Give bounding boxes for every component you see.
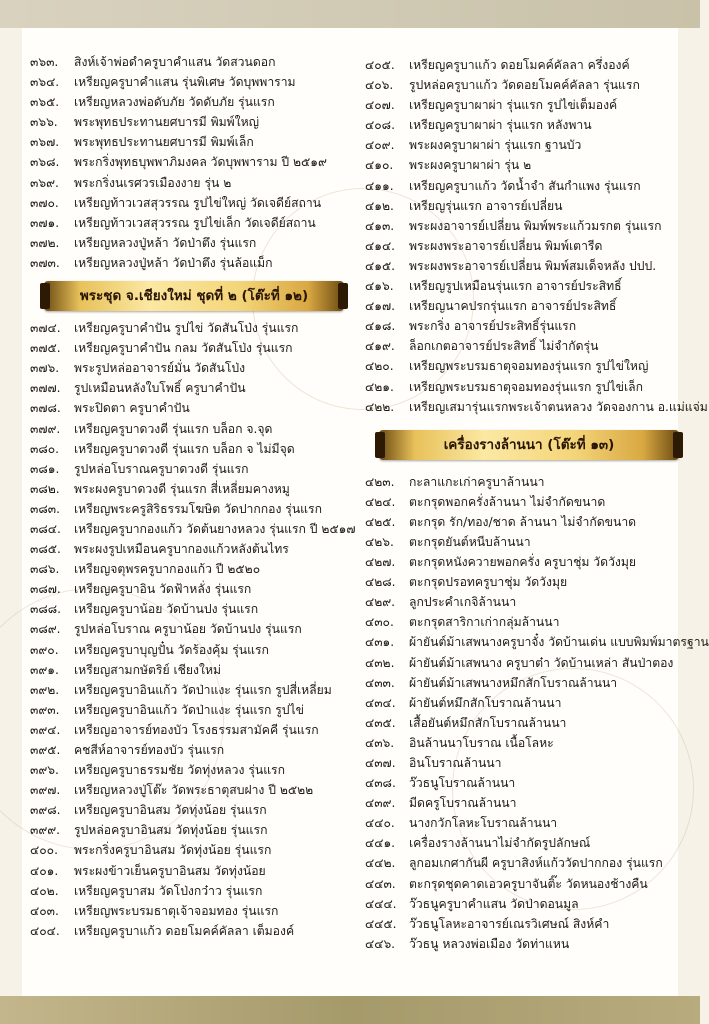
item-text: ผ้ายันต์หมึกสักโบราณล้านนา [409, 695, 562, 710]
list-item [30, 318, 355, 338]
item-number: ๔๐๑. [30, 863, 59, 878]
item-text: เหรียญครูบาคำปัน รูปไข่ วัดสันโป่ง รุ่นแรก [74, 321, 299, 336]
item-text: พระผงอาจารย์เปลี่ยน พิมพ์พระแก้วมรกต รุ่นแรก [409, 218, 662, 233]
item-number: ๔๐๖. [365, 78, 394, 93]
item-text: เหรียญรูปเหมือนรุ่นแรก อาจารย์ประสิทธิ์ [409, 279, 622, 294]
top-border-band [0, 0, 700, 28]
item-number: ๓๖๗. [30, 135, 60, 150]
list-item [30, 419, 355, 439]
item-number: ๔๑๕. [365, 258, 396, 273]
item-number: ๔๔๐. [365, 816, 395, 831]
item-number: ๔๒๕. [365, 514, 396, 529]
list-item [30, 680, 355, 700]
item-text: ตะกรุดหนังควายพอกครั่ง ครูบาชุ่ม วัดวังมุย [409, 555, 637, 570]
item-text: พระพุทธประทานยศบารมี พิมพ์เล็ก [74, 135, 254, 150]
item-number: ๓๘๗. [30, 582, 61, 597]
item-text: เหรียญครูบาคำปัน กลม วัดสันโป่ง รุ่นแรก [74, 341, 293, 356]
left-column-list [30, 52, 355, 941]
list-item [30, 840, 355, 860]
item-number: ๔๐๒. [30, 883, 59, 898]
item-text: เหรียญครูบาแก้ว ดอยโมคค์คัลลา เต็มองค์ [74, 923, 295, 938]
item-number: ๔๐๘. [365, 118, 395, 133]
banner-end-cap [338, 283, 348, 309]
list-item [30, 619, 355, 639]
bottom-border-band [0, 996, 700, 1024]
item-number: ๓๗๒. [30, 235, 60, 250]
section-banner-table-13 [379, 430, 679, 460]
item-text: เหรียญเสมารุ่นแรกพระเจ้าตนหลวง วัดจองกาน อ.แม่แจ่ม [409, 399, 708, 414]
item-text: เหรียญสามกษัตริย์ เชียงใหม่ [74, 662, 222, 677]
item-text: ผ้ายันต์ม้าเสพนางครูบาจั๋ง วัดบ้านเด่น แบบพิมพ์มาตรฐาน [409, 635, 709, 650]
item-text: พระกริ่งพุทธบุพพาภิมงคล วัดบุพพาราม ปี ๒๕๑๙ [74, 155, 327, 170]
list-item [365, 336, 677, 356]
item-text: เหรียญจตุพรครูบากองแก้ว ปี ๒๕๒๐ [74, 562, 261, 577]
item-number: ๓๙๐. [30, 642, 59, 657]
list-item [30, 173, 355, 193]
item-text: เหรียญอาจารย์ทองบัว โรงธรรมสามัคคี รุ่นแรก [74, 722, 319, 737]
list-item [365, 773, 677, 793]
item-number: ๔๑๓. [365, 218, 395, 233]
item-number: ๔๒๒. [365, 399, 395, 414]
list-item [30, 358, 355, 378]
list-item [30, 338, 355, 358]
list-item [30, 233, 355, 253]
list-item [30, 519, 355, 539]
item-number: ๔๐๐. [30, 843, 58, 858]
list-item [30, 193, 355, 213]
item-text: เหรียญครูบาคำแสน รุ่นพิเศษ วัดบุพพาราม [74, 75, 296, 90]
list-item [30, 901, 355, 921]
list-item [30, 499, 355, 519]
item-text: เหรียญหลวงปู่หล้า วัดป่าตึง รุ่นล้อแม็ก [74, 255, 273, 270]
item-number: ๔๔๔. [365, 896, 397, 911]
item-number: ๔๔๖. [365, 936, 396, 951]
list-item [30, 881, 355, 901]
item-text: พระกริ่งนเรศวรเมืองงาย รุ่น ๒ [74, 175, 232, 190]
item-number: ๔๓๓. [365, 675, 395, 690]
banner-end-cap [673, 432, 683, 458]
item-number: ๓๗๕. [30, 341, 61, 356]
list-item [365, 236, 677, 256]
list-item [365, 914, 677, 934]
item-number: ๔๐๗. [365, 98, 395, 113]
list-item [365, 176, 677, 196]
item-text: เหรียญครูบาดวงดี รุ่นแรก บล็อก จ.จุด [74, 421, 273, 436]
list-item [30, 479, 355, 499]
item-number: ๔๑๒. [365, 198, 394, 213]
list-item [30, 439, 355, 459]
item-text: ผ้ายันต์ม้าเสพนางหมึกสักโบราณล้านนา [409, 675, 618, 690]
item-number: ๔๓๘. [365, 776, 396, 791]
list-item [365, 793, 677, 813]
item-text: พระผงครูบาผาผ่า รุ่น ๒ [409, 158, 532, 173]
item-number: ๓๘๖. [30, 562, 60, 577]
section-title: พระชุด จ.เชียงใหม่ ชุดที่ ๒ (โต๊ะที่ ๑๒) [79, 288, 309, 305]
list-item [30, 599, 355, 619]
item-text: เหรียญพระบรมธาตุจอมทองรุ่นแรก รูปไข่เล็ก [409, 379, 643, 394]
item-text: เหรียญครูบาดวงดี รุ่นแรก บล็อก จ ไม่มีจุด [74, 441, 295, 456]
item-number: ๔๐๓. [30, 903, 59, 918]
list-item [30, 579, 355, 599]
list-item [365, 296, 677, 316]
list-item [30, 72, 355, 92]
item-number: ๓๗๘. [30, 401, 61, 416]
list-item [30, 760, 355, 780]
item-text: เหรียญพระบรมธาตุจอมทองรุ่นแรก รูปไข่ใหญ่ [409, 359, 649, 374]
item-text: ว๊วธนู หลวงพ่อเมือง วัดท่าแหน [409, 936, 570, 951]
item-number: ๔๓๖. [365, 735, 395, 750]
list-item [30, 253, 355, 273]
item-number: ๓๘๕. [30, 542, 61, 557]
item-number: ๓๙๑. [30, 662, 59, 677]
item-text: รูปหล่อโบราณครูบาดวงดี รุ่นแรก [74, 461, 249, 476]
item-number: ๓๗๔. [30, 321, 61, 336]
list-item [30, 398, 355, 418]
item-text: เหรียญครูบาอินสม วัดทุ่งน้อย รุ่นแรก [74, 803, 267, 818]
item-number: ๓๙๖. [30, 763, 59, 778]
item-text: ว๊วธนูโบราณล้านนา [409, 776, 516, 791]
item-text: เหรียญครูบากองแก้ว วัดต้นยางหลวง รุ่นแรก ปี ๒๕๑๗ [74, 521, 356, 536]
item-number: ๔๔๕. [365, 916, 397, 931]
list-item [30, 559, 355, 579]
item-number: ๔๓๔. [365, 695, 396, 710]
item-number: ๓๗๐. [30, 195, 59, 210]
item-number: ๔๒๓. [365, 474, 395, 489]
item-number: ๓๗๙. [30, 421, 61, 436]
item-text: อินล้านนาโบราณ เนื้อโลหะ [409, 735, 554, 750]
list-item [365, 276, 677, 296]
list-item [365, 874, 677, 894]
catalog-page [22, 28, 709, 996]
list-item [365, 813, 677, 833]
item-number: ๔๒๙. [365, 595, 396, 610]
item-text: เหรียญครูบาน้อย วัดบ้านปง รุ่นแรก [74, 602, 259, 617]
item-number: ๓๙๘. [30, 803, 61, 818]
list-item [365, 532, 677, 552]
item-number: ๔๑๙. [365, 339, 395, 354]
list-item [30, 378, 355, 398]
list-item [365, 397, 708, 417]
list-item [365, 196, 677, 216]
list-item [365, 934, 677, 954]
item-number: ๓๙๕. [30, 743, 61, 757]
list-item [365, 216, 677, 236]
item-number: ๓๗๓. [30, 255, 60, 270]
list-item [30, 213, 355, 233]
item-text: เหรียญครูบาผาผ่า รุ่นแรก รูปไข่เต็มองค์ [409, 98, 618, 113]
list-item [365, 733, 677, 753]
item-text: ตะกรุดปรอทครูบาชุ่ม วัดวังมุย [409, 575, 568, 590]
item-text: กะลาแกะเก่าครูบาล้านนา [409, 474, 545, 489]
section-banner-table-12 [44, 281, 344, 311]
item-text: เหรียญพระครูสิริธรรมโฆษิต วัดปากกอง รุ่นแรก [74, 501, 322, 516]
item-text: เครื่องรางล้านนาไม่จำกัดรูปลักษณ์ [409, 836, 591, 851]
list-item [365, 894, 677, 914]
item-number: ๔๒๐. [365, 359, 394, 374]
item-text: เหรียญครูบาแก้ว ดอยโมคค์คัลลา ครึ่งองค์ [409, 58, 630, 72]
item-text: ว๊วธนูครูบาคำแสน วัดป่าดอนมูล [409, 896, 579, 911]
list-item [365, 632, 709, 652]
list-item [30, 459, 355, 479]
list-item [30, 861, 355, 881]
list-item [365, 256, 677, 276]
list-item [30, 52, 355, 72]
list-item [365, 572, 677, 592]
item-number: ๔๓๕. [365, 715, 396, 730]
list-item [365, 753, 677, 773]
item-number: ๓๘๒. [30, 481, 60, 496]
item-text: ตะกรุดพอกครั่งล้านนา ไม่จำกัดขนาด [409, 494, 606, 509]
list-item [365, 316, 677, 336]
item-number: ๔๐๙. [365, 138, 395, 153]
item-number: ๔๒๖. [365, 534, 394, 549]
item-number: ๓๗๖. [30, 361, 60, 376]
item-number: ๔๑๗. [365, 299, 395, 314]
list-item [365, 693, 677, 713]
item-number: ๓๘๘. [30, 602, 62, 617]
item-text: รูปเหมือนหลังใบโพธิ์ ครูบาคำปัน [74, 381, 246, 396]
item-text: พระรูปหล่ออาจารย์มั่น วัดสันโป่ง [74, 361, 246, 376]
item-number: ๔๒๗. [365, 555, 396, 570]
item-text: เหรียญรุ่นแรก อาจารย์เปลี่ยน [409, 198, 563, 213]
right-column-list [365, 55, 709, 954]
item-text: เหรียญครูบาธรรมชัย วัดทุ่งหลวง รุ่นแรก [74, 763, 285, 778]
item-text: พระปิดตา ครูบาคำปัน [74, 401, 190, 416]
item-number: ๔๒๘. [365, 575, 396, 590]
item-text: พระผงครูบาผาผ่า รุ่นแรก ฐานบัว [409, 138, 582, 153]
item-number: ๓๘๙. [30, 622, 61, 637]
item-text: พระกริ่ง อาจารย์ประสิทธิ์รุ่นแรก [409, 319, 577, 334]
list-item [30, 132, 355, 152]
list-item [30, 820, 355, 840]
item-number: ๔๓๐. [365, 615, 394, 630]
item-number: ๔๓๙. [365, 796, 396, 811]
list-item [30, 152, 355, 172]
list-item [365, 55, 677, 75]
item-number: ๔๓๑. [365, 635, 395, 650]
list-item [30, 800, 355, 820]
item-text: พระผงรูปเหมือนครูบากองแก้วหลังต้นไทร [74, 542, 289, 557]
list-item [30, 539, 355, 559]
item-text: เหรียญท้าวเวสสุวรรณ รูปไข่ใหญ่ วัดเจดีย์สถาน [74, 195, 322, 210]
list-item [30, 921, 355, 941]
item-number: ๓๘๐. [30, 441, 60, 456]
item-number: ๔๒๑. [365, 379, 394, 394]
item-number: ๓๖๘. [30, 155, 60, 170]
item-text: ล็อกเกตอาจารย์ประสิทธิ์ ไม่จำกัดรุ่น [409, 339, 599, 354]
item-number: ๓๖๖. [30, 115, 58, 130]
item-number: ๔๑๑. [365, 178, 394, 193]
item-text: มีดครูโบราณล้านนา [409, 796, 517, 811]
item-text: ตะกรุดสาริกาเก่ากลุ่มล้านนา [409, 615, 560, 630]
list-item [365, 95, 677, 115]
item-number: ๔๑๖. [365, 279, 394, 294]
item-number: ๔๑๔. [365, 238, 396, 253]
list-item [30, 640, 355, 660]
item-text: เหรียญครูบาอิน วัดฟ้าหลั่ง รุ่นแรก [74, 582, 252, 597]
item-text: รูปหล่อครูบาอินสม วัดทุ่งน้อย รุ่นแรก [74, 823, 268, 838]
list-item [30, 700, 355, 720]
list-item [365, 356, 677, 376]
list-item [365, 612, 677, 632]
list-item [365, 673, 677, 693]
item-text: รูปหล่อโบราณ ครูบาน้อย วัดบ้านปง รุ่นแรก [74, 622, 302, 637]
item-number: ๓๖๕. [30, 95, 60, 110]
item-text: รูปหล่อครูบาแก้ว วัดดอยโมคค์คัลลา รุ่นแรก [409, 78, 640, 93]
item-number: ๔๐๕. [365, 58, 395, 72]
item-text: พระผงข้าวเย็นครูบาอินสม วัดทุ่งน้อย [74, 863, 266, 878]
list-item [365, 155, 677, 175]
list-item [30, 660, 355, 680]
list-item [365, 472, 677, 492]
item-text: พระผงครูบาดวงดี รุ่นแรก สี่เหลี่ยมคางหมู [74, 481, 290, 496]
item-text: เหรียญครูบาอินแก้ว วัดป่าแงะ รุ่นแรก รูปสี่เหลี่ยม [74, 682, 332, 697]
item-number: ๓๙๔. [30, 722, 61, 737]
item-number: ๓๙๒. [30, 682, 60, 697]
item-text: เสื้อยันต์หมึกสักโบราณล้านนา [409, 715, 567, 730]
item-text: เหรียญพระบรมธาตุเจ้าจอมทอง รุ่นแรก [74, 903, 279, 918]
banner-end-cap [375, 432, 385, 458]
item-number: ๓๗๑. [30, 215, 60, 230]
item-text: อินโบราณล้านนา [409, 756, 502, 770]
list-item [365, 135, 677, 155]
item-number: ๓๙๓. [30, 702, 60, 717]
item-text: เหรียญครูบาผาผ่า รุ่นแรก หลังพาน [409, 118, 592, 133]
item-text: ว๊วธนูโลหะอาจารย์เณรวิเศษณ์ สิงห์คำ [409, 916, 610, 931]
item-text: เหรียญครูบาสม วัดโป่งกว๋าว รุ่นแรก [74, 883, 263, 898]
item-text: พระผงพระอาจารย์เปลี่ยน พิมพ์เตารีด [409, 238, 603, 253]
list-item [30, 112, 355, 132]
item-number: ๔๑๘. [365, 319, 396, 334]
item-text: เหรียญครูบาแก้ว วัดน้ำจำ สันกำแพง รุ่นแรก [409, 178, 641, 193]
item-text: คชสีห์อาจารย์ทองบัว รุ่นแรก [74, 743, 225, 757]
item-text: เหรียญหลวงปู่โต๊ะ วัดพระธาตุสบฝาง ปี ๒๕๒๒ [74, 783, 314, 798]
list-item [365, 115, 677, 135]
item-number: ๔๓๒. [365, 655, 395, 670]
item-number: ๓๙๙. [30, 823, 61, 838]
list-item [365, 592, 677, 612]
item-text: พระกริ่งครูบาอินสม วัดทุ่งน้อย รุ่นแรก [74, 843, 272, 858]
item-number: ๓๘๓. [30, 501, 60, 516]
item-number: ๔๓๗. [365, 756, 396, 770]
item-text: ผ้ายันต์ม้าเสพนาง ครูบาต๋า วัดบ้านเหล่า สันป่าตอง [409, 655, 674, 670]
banner-end-cap [40, 283, 50, 309]
item-text: พระพุทธประทานยศบารมี พิมพ์ใหญ่ [74, 115, 260, 130]
item-number: ๔๔๓. [365, 876, 396, 891]
item-number: ๓๗๗. [30, 381, 61, 396]
item-text: เหรียญหลวงปู่หล้า วัดป่าตึง รุ่นแรก [74, 235, 257, 250]
item-number: ๓๖๙. [30, 175, 59, 190]
list-item [365, 833, 677, 853]
item-number: ๔๔๑. [365, 836, 396, 851]
list-item [365, 853, 677, 873]
item-text: ลูกอมเกศากันผี ครูบาสิงห์แก้ววัดปากกอง รุ่นแรก [409, 856, 663, 871]
item-number: ๔๒๔. [365, 494, 396, 509]
item-text: ลูกประคำเกจิล้านนา [409, 595, 517, 610]
item-text: ตะกรุด รัก/ทอง/ชาด ล้านนา ไม่จำกัดขนาด [409, 514, 637, 529]
item-text: เหรียญครูบาอินแก้ว วัดป่าแงะ รุ่นแรก รูปไข่ [74, 702, 304, 717]
item-number: ๔๑๐. [365, 158, 394, 173]
list-item [365, 377, 677, 397]
item-text: พระผงพระอาจารย์เปลี่ยน พิมพ์สมเด็จหลัง ปปป. [409, 258, 657, 273]
list-item [365, 653, 677, 673]
list-item [30, 92, 355, 112]
item-number: ๓๖๔. [30, 75, 60, 90]
item-number: ๓๘๔. [30, 521, 61, 536]
item-text: นางกวักโลหะโบราณล้านนา [409, 816, 558, 831]
item-number: ๓๘๑. [30, 461, 60, 476]
item-number: ๔๔๒. [365, 856, 396, 871]
list-item [30, 780, 355, 800]
list-item [365, 75, 677, 95]
list-item [365, 713, 677, 733]
item-text: สิงห์เจ้าพ่อดำครูบาคำแสน วัดสวนดอก [74, 55, 276, 69]
list-item [365, 552, 677, 572]
list-item [30, 720, 355, 740]
item-text: ตะกรุดยันต์หนีบล้านนา [409, 534, 531, 549]
item-text: เหรียญนาคปรกรุ่นแรก อาจารย์ประสิทธิ์ [409, 299, 617, 314]
item-number: ๓๖๓. [30, 55, 59, 69]
list-item [30, 740, 355, 760]
item-text: เหรียญท้าวเวสสุวรรณ รูปไข่เล็ก วัดเจดีย์สถาน [74, 215, 316, 230]
section-title: เครื่องรางล้านนา (โต๊ะที่ ๑๓) [443, 436, 615, 453]
item-number: ๓๙๗. [30, 783, 61, 798]
list-item [365, 492, 677, 512]
item-text: เหรียญหลวงพ่อดับภัย วัดดับภัย รุ่นแรก [74, 95, 275, 110]
item-number: ๔๐๔. [30, 923, 60, 938]
item-text: เหรียญครูบาบุญปั๋น วัดร้องคุ้ม รุ่นแรก [74, 642, 269, 657]
item-text: ตะกรุดชุดคาดเอวครูบาจันติ๊ะ วัดหนองช้างคืน [409, 876, 648, 891]
list-item [365, 512, 677, 532]
